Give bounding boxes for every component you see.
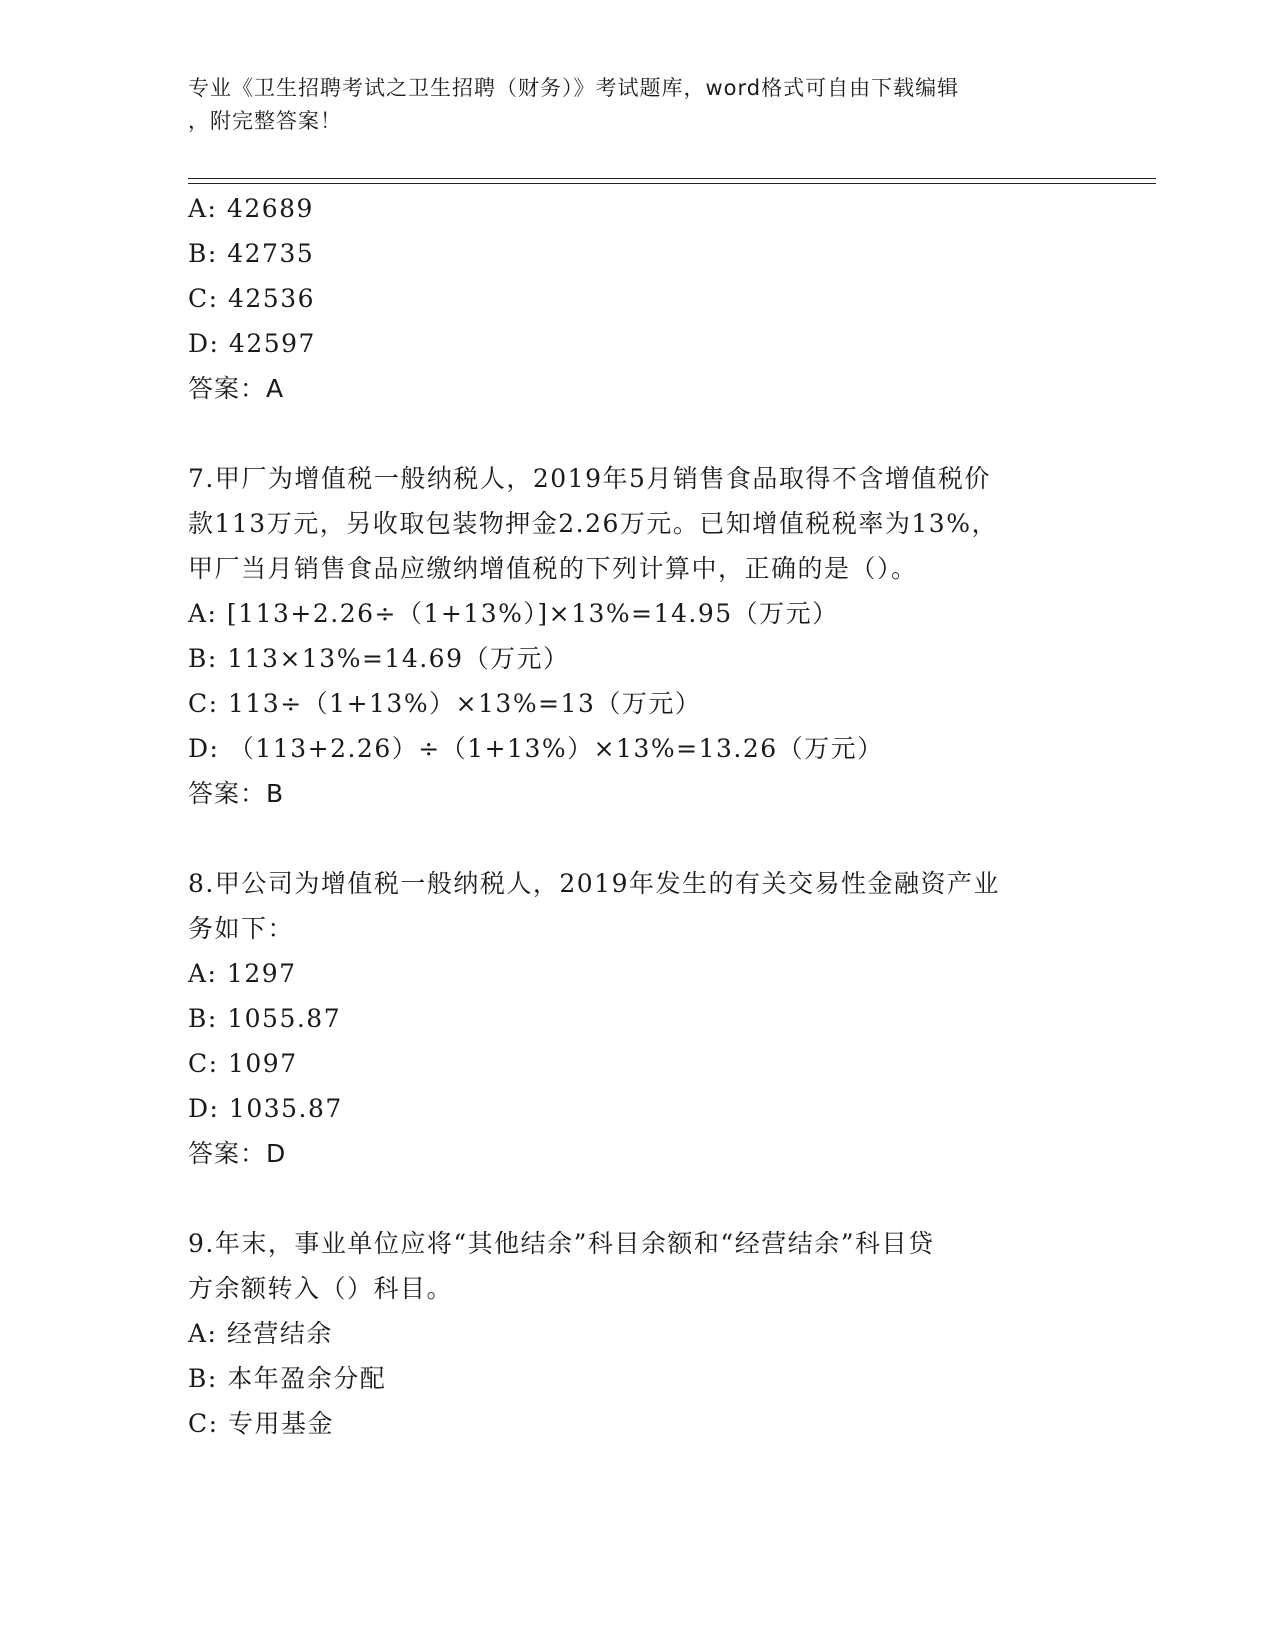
q8-stem-line-2: 务如下： bbox=[188, 914, 295, 943]
q7-option-d: D: （113+2.26）÷（1+13%）×13%=13.26（万元） bbox=[188, 734, 884, 763]
q6-option-d: D: 42597 bbox=[188, 329, 316, 358]
q8-option-d: D: 1035.87 bbox=[188, 1094, 343, 1123]
q9-stem-line-1: 9.年末，事业单位应将“其他结余”科目余额和“经营结余”科目贷 bbox=[188, 1229, 935, 1258]
q9-option-c: C: 专用基金 bbox=[188, 1409, 334, 1438]
q9-stem-line-2: 方余额转入（）科目。 bbox=[188, 1274, 454, 1303]
q7-option-b: B: 113×13%=14.69（万元） bbox=[188, 644, 570, 673]
q8-option-c: C: 1097 bbox=[188, 1049, 298, 1078]
q7-option-c: C: 113÷（1+13%）×13%=13（万元） bbox=[188, 689, 702, 718]
q9-option-a: A: 经营结余 bbox=[188, 1319, 333, 1348]
q6-option-c: C: 42536 bbox=[188, 284, 316, 313]
q8-option-a: A: 1297 bbox=[188, 959, 297, 988]
header-divider-top bbox=[188, 178, 1156, 179]
q7-stem-line-2: 款113万元，另收取包装物押金2.26万元。已知增值税税率为13%， bbox=[188, 509, 998, 538]
q8-answer: 答案：D bbox=[188, 1139, 287, 1168]
document-header bbox=[188, 72, 1068, 138]
q7-stem-line-1: 7.甲厂为增值税一般纳税人，2019年5月销售食品取得不含增值税价 bbox=[188, 464, 991, 493]
header-line-2: ，附完整答案！ bbox=[188, 109, 342, 133]
header-divider-bottom bbox=[188, 183, 1156, 184]
q6-answer: 答案：A bbox=[188, 374, 285, 403]
q9-option-b: B: 本年盈余分配 bbox=[188, 1364, 387, 1393]
q7-answer: 答案：B bbox=[188, 779, 285, 808]
q7-stem-line-3: 甲厂当月销售食品应缴纳增值税的下列计算中，正确的是（）。 bbox=[188, 554, 918, 583]
q8-stem-line-1: 8.甲公司为增值税一般纳税人，2019年发生的有关交易性金融资产业 bbox=[188, 869, 1000, 898]
q8-option-b: B: 1055.87 bbox=[188, 1004, 342, 1033]
q6-option-a: A: 42689 bbox=[188, 194, 314, 223]
q6-option-b: B: 42735 bbox=[188, 239, 315, 268]
header-line-1: 专业《卫生招聘考试之卫生招聘（财务）》考试题库，word格式可自由下载编辑 bbox=[188, 76, 960, 100]
q7-option-a: A: [113+2.26÷（1+13%）]×13%=14.95（万元） bbox=[188, 599, 839, 628]
